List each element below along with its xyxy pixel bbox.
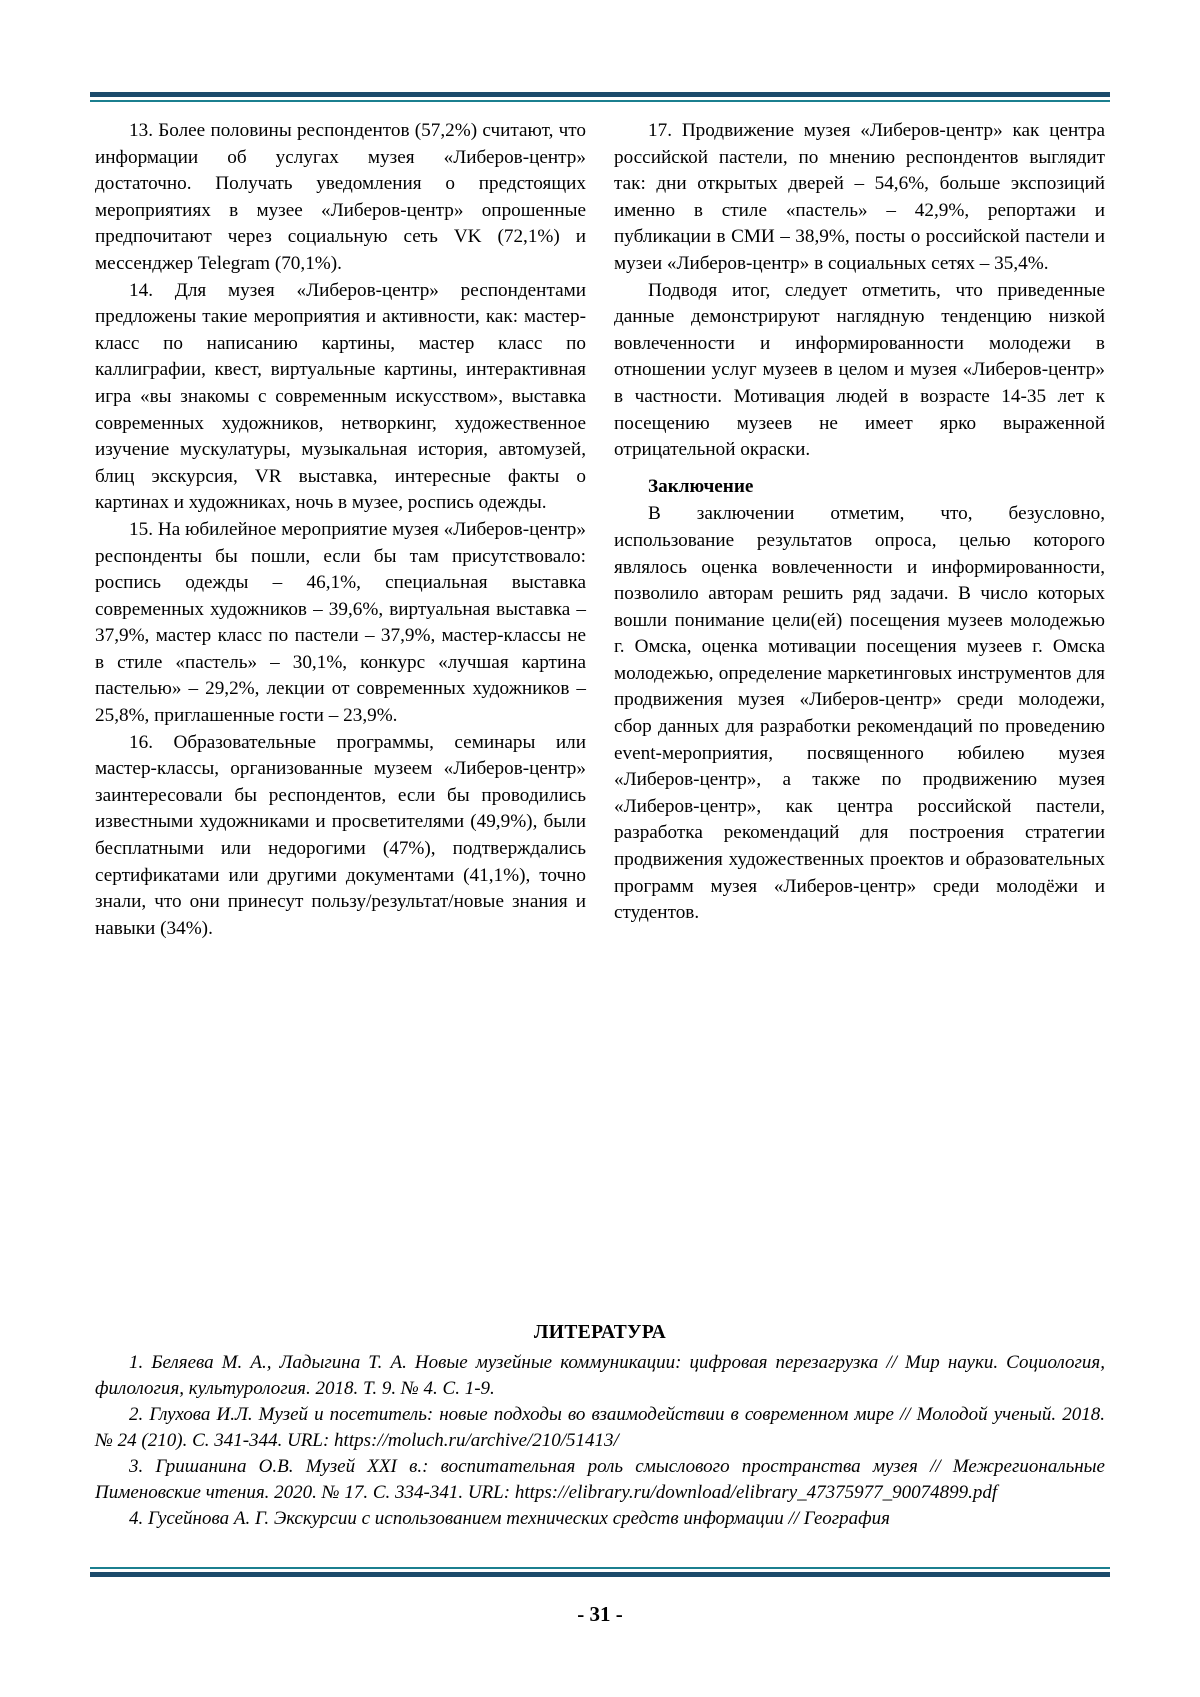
- section-heading-conclusion: Заключение: [648, 475, 754, 497]
- paragraph-15: 15. На юбилейное мероприятие музея «Либеров-центр» респонденты бы пошли, если бы там присутствовало: роспись одежды – 46,1%, специальная выставка современных художников – 39,6%, виртуальная выставка – 37,9%, мастер класс по пастели – 37,9%, мастер-классы не в стиле «пастель» – 30,1%, конкурс «лучшая картина пастелью» – 29,2%, лекции от современных художников – 25,8%, приглашенные гости – 23,9%.: [95, 518, 586, 727]
- footer-rule-thin: [90, 1567, 1110, 1569]
- page-number: - 31 -: [577, 1602, 623, 1626]
- paragraph-13: 13. Более половины респондентов (57,2%) считают, что информации об услугах музея «Либеров-центр» достаточно. Получать уведомления о предстоящих мероприятиях в музее «Либеров-центр» опрошенные предпочитают через социальную сеть VK (72,1%) и мессенджер Telegram (70,1%).: [95, 120, 586, 274]
- header-rule: [90, 92, 1110, 102]
- paragraph-14: 14. Для музея «Либеров-центр» респондентами предложены такие мероприятия и активности, как: мастер-класс по написанию картины, мастер класс по каллиграфии, квест, виртуальные картины, интерактивная игра «вы знакомы с современным искусством», выставка современных художников, нетворкинг, художественное изучение мускулатуры, музыкальная история, автомузей, блиц экскурсия, VR выставка, интересные факты о картинах и художниках, ночь в музее, роспись одежды.: [95, 279, 586, 514]
- header-rule-thick: [90, 92, 1110, 97]
- paragraph-16: 16. Образовательные программы, семинары или мастер-классы, организованные музеем «Либеров-центр» заинтересовали бы респондентов, если бы проводились известными художниками и просветителями (49,9%), были бесплатными или недорогими (47%), подтверждались сертификатами или другими документами (41,1%), точно знали, что они принесут пользу/результат/новые знания и навыки (34%).: [95, 731, 586, 939]
- footer-rule-thick: [90, 1572, 1110, 1577]
- body-columns: [95, 118, 1105, 942]
- literature-item: 2. Глухова И.Л. Музей и посетитель: новые подходы во взаимодействии в современном мире // Молодой ученый. 2018. № 24 (210). С. 341-344. URL: https://moluch.ru/archive/210/51413/: [95, 1404, 1105, 1452]
- column-right: [614, 118, 1105, 942]
- literature-item: 4. Гусейнова А. Г. Экскурсии с использованием технических средств информации // География: [129, 1508, 890, 1530]
- paragraph-17: 17. Продвижение музея «Либеров-центр» как центра российской пастели, по мнению респондентов выглядит так: дни открытых дверей – 54,6%, больше экспозиций именно в стиле «пастель» – 42,9%, репортажи и публикации в СМИ – 38,9%, посты о российской пастели и музеи «Либеров-центр» в социальных сетях – 35,4%.: [614, 120, 1105, 274]
- header-rule-thin: [90, 100, 1110, 102]
- footer-rule: [90, 1567, 1110, 1577]
- paragraph-conclusion: В заключении отметим, что, безусловно, использование результатов опроса, целью которого являлось оценка вовлеченности и информированности, позволило авторам решить ряд задачи. В число которых вошли понимание цели(ей) посещения музеев молодежью г. Омска, оценка мотивации посещения музеев г. Омска молодежью, определение маркетинговых инструментов для продвижения музея «Либеров-центр» среди молодежи, сбор данных для разработки рекомендаций по проведению event-мероприятия, посвященного юбилею музея «Либеров-центр», а также по продвижению музея «Либеров-центр», как центра российской пастели, разработка рекомендаций для построения стратегии продвижения художественных проектов и образовательных программ музея «Либеров-центр» среди молодёжи и студентов.: [614, 503, 1105, 924]
- column-left: [95, 118, 586, 942]
- literature-item: 1. Беляева М. А., Ладыгина Т. А. Новые музейные коммуникации: цифровая перезагрузка // Мир науки. Социология, филология, культурология. 2018. Т. 9. № 4. С. 1-9.: [95, 1352, 1105, 1400]
- literature-title: ЛИТЕРАТУРА: [533, 1322, 667, 1343]
- literature-section: [95, 1322, 1105, 1532]
- paragraph-summary: Подводя итог, следует отметить, что приведенные данные демонстрируют наглядную тенденцию низкой вовлеченности и информированности молодежи в отношении услуг музеев в целом и музея «Либеров-центр» в частности. Мотивация людей в возрасте 14-35 лет к посещению музеев не имеет ярко выраженной отрицательной окраски.: [614, 279, 1105, 461]
- literature-list: [95, 1350, 1105, 1532]
- literature-item: 3. Гришанина О.В. Музей XXI в.: воспитательная роль смыслового пространства музея // Межрегиональные Пименовские чтения. 2020. № 17. С. 334-341. URL: https://elibrary.ru/download/elibrary_47375977_90074899.pdf: [95, 1456, 1105, 1504]
